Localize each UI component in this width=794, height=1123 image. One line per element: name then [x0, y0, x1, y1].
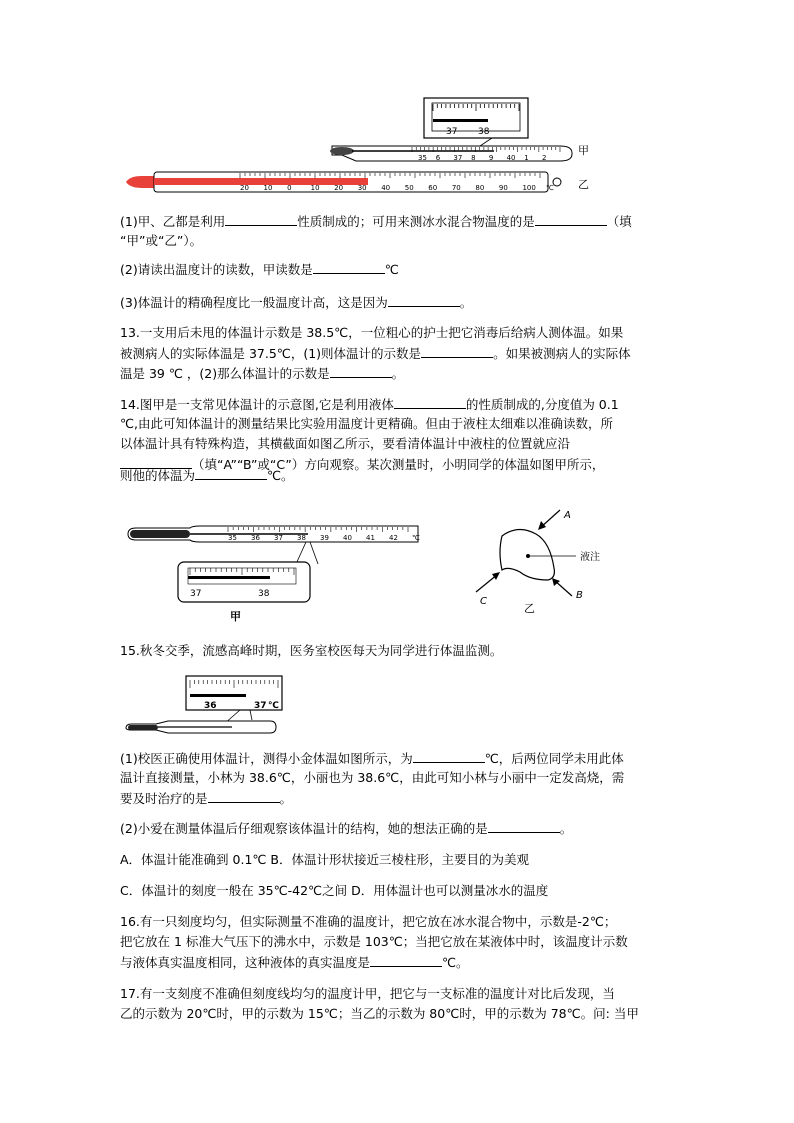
q14-line5	[120, 465, 294, 486]
q12-blank-2[interactable]	[535, 211, 607, 226]
q14-l1a: 14.图甲是一支常见体温计的示意图,它是利用液体	[120, 397, 394, 412]
q15-p1e: 。	[279, 791, 293, 806]
figure-q15	[120, 672, 300, 738]
q13-l3b: 。	[391, 366, 405, 381]
q12-p2b: ℃	[384, 262, 399, 277]
thermometer-yi-bulb	[126, 176, 154, 188]
q13-line1: 13.一支用后未甩的体温计示数是 38.5℃，一位粗心的护士把它消毒后给病人测体温。如果	[120, 325, 624, 340]
yi-scale-label: 10	[263, 184, 273, 192]
figure-thermometers-top	[120, 92, 600, 202]
q14-line3: 以体温计具有特殊构造，其横截面如图乙所示，要看清体温计中液柱的位置就应沿	[120, 436, 571, 451]
q15-blank-3[interactable]	[488, 818, 560, 833]
q14-scale-label: 39	[320, 534, 329, 542]
q14-scale-label: 42	[389, 534, 398, 542]
q14-scale-label: ℃	[412, 534, 420, 542]
yi-scale-label: 60	[428, 184, 438, 192]
q12-p1b: 性质制成的；可用来测冰水混合物温度的是	[297, 214, 535, 229]
q12-p1c: （填	[606, 214, 632, 229]
q15-unit: ℃	[268, 701, 279, 711]
q14-l4b: （填“A”“B”或“C”）方向观察。某次测量时，小明同学的体温如图甲所示，	[192, 457, 605, 472]
q15-part1-line3	[120, 788, 292, 809]
yi-scale-label: 30	[357, 184, 367, 192]
q15-p1d: 要及时治疗的是	[120, 791, 208, 806]
q13-l2a: 被测病人的实际体温是 37.5℃，(1)则体温计的示数是	[120, 346, 422, 361]
jia-scale-label: 40	[506, 154, 516, 162]
thermometer-jia	[332, 146, 572, 161]
q16-line2: 把它放在 1 标准大气压下的沸水中，示数是 103℃；当把它放在某液体中时，该温度计示数	[120, 934, 628, 949]
q14-label-C: C	[480, 596, 487, 607]
q14-scale-label: 40	[343, 534, 352, 542]
q16-line3	[120, 952, 469, 973]
q14-label-jia: 甲	[230, 610, 241, 623]
jia-scale-label: 1	[524, 154, 529, 162]
label-yi-top: 乙	[578, 178, 589, 191]
yi-scale-label: 20	[334, 184, 344, 192]
q14-l5a: 则他的体温为	[120, 468, 196, 483]
yi-scale-label: 40	[381, 184, 391, 192]
q14-label-yi: 乙	[524, 602, 535, 615]
q15-options-cd: C．体温计的刻度一般在 35℃-42℃之间 D．用体温计也可以测量冰水的温度	[120, 883, 549, 898]
q12-blank-1[interactable]	[225, 211, 297, 226]
q14-zoom-37: 37	[190, 589, 202, 599]
q14-scale-label: 36	[251, 534, 260, 542]
q15-p2b: 。	[559, 821, 573, 836]
q16-blank-1[interactable]	[370, 952, 442, 967]
yi-scale-label: 100	[522, 184, 536, 192]
q16-line1: 16.有一只刻度均匀，但实际测量不准确的温度计，把它放在冰水混合物中，示数是-2℃；	[120, 914, 617, 929]
yi-scale-label: 90	[498, 184, 508, 192]
figure-q14	[120, 500, 620, 628]
q15-blank-2[interactable]	[208, 788, 280, 803]
q15-part1-line2: 温计直接测量，小林为 38.6℃，小丽也为 38.6℃，由此可知小林与小丽中一定发高烧，需	[120, 770, 625, 785]
jia-scale-label: 2	[542, 154, 547, 162]
q12-part2	[120, 259, 399, 280]
q15-tick-37: 37	[254, 701, 267, 711]
q12-p1a: (1)甲、乙都是利用	[120, 214, 226, 229]
q15-p1b: ℃，后两位同学未用此体	[484, 751, 624, 766]
zoom-tick-38: 38	[478, 127, 490, 137]
q12-part3	[120, 292, 472, 313]
yi-scale-label: ℃	[546, 184, 554, 192]
q15-tick-36: 36	[204, 701, 217, 711]
q13-line2	[120, 343, 631, 364]
q15-p1a: (1)校医正确使用体温计，测得小金体温如图所示，为	[120, 751, 413, 766]
q12-p2a: (2)请读出温度计的读数，甲读数是	[120, 262, 313, 277]
zoom-tick-37: 37	[446, 127, 458, 137]
q16-l3b: ℃。	[442, 955, 469, 970]
q14-scale-label: 41	[366, 534, 375, 542]
yi-scale-label: 20	[240, 184, 249, 192]
yi-scale-label: 50	[404, 184, 414, 192]
jia-scale-label: 35	[418, 154, 427, 162]
q15-options-ab: A．体温计能准确到 0.1℃ B．体温计形状接近三棱柱形，主要目的为美观	[120, 852, 529, 867]
q14-line2: ℃,由此可知体温计的测量结果比实验用温度计更精确。但由于液柱太细难以准确读数，所	[120, 416, 614, 431]
q15-p2a: (2)小爱在测量体温后仔细观察该体温计的结构，她的想法正确的是	[120, 821, 488, 836]
q14-label-A: A	[564, 510, 571, 521]
q14-line1	[120, 394, 619, 415]
jia-scale-label: 8	[471, 154, 476, 162]
yi-scale-label: 10	[310, 184, 320, 192]
jia-scale-label: 37	[453, 154, 463, 162]
q12-part1	[120, 211, 632, 232]
q14-scale-label: 35	[228, 534, 237, 542]
yi-scale-label: 70	[451, 184, 461, 192]
q12-blank-3[interactable]	[313, 259, 385, 274]
q14-l5b: ℃。	[267, 468, 294, 483]
q13-l2b: 。如果被测病人的实际体	[493, 346, 631, 361]
q14-scale-label: 37	[274, 534, 283, 542]
jia-scale-label: 6	[435, 154, 441, 162]
q14-label-liquid: 液注	[580, 552, 600, 563]
q13-blank-1[interactable]	[421, 343, 493, 358]
q13-blank-2[interactable]	[330, 363, 392, 378]
q17-line2: 乙的示数为 20℃时，甲的示数为 15℃；当乙的示数为 80℃时，甲的示数为 78℃。问: 当甲	[120, 1006, 639, 1021]
q14-scale-label: 38	[297, 534, 306, 542]
q14-l1b: 的性质制成的,分度值为 0.1	[465, 397, 619, 412]
q12-p3a: (3)体温计的精确程度比一般温度计高，这是因为	[120, 295, 388, 310]
jia-scale-label: 9	[488, 154, 494, 162]
q15-part1-line1	[120, 748, 624, 769]
q14-blank-3[interactable]	[195, 465, 267, 480]
label-jia-top: 甲	[578, 144, 589, 157]
q15-blank-1[interactable]	[413, 748, 485, 763]
q16-l3a: 与液体真实温度相同，这种液体的真实温度是	[120, 955, 371, 970]
q17-line1: 17.有一支刻度不准确但刻度线均匀的温度计甲，把它与一支标准的温度计对比后发现，当	[120, 986, 615, 1001]
q13-l3a: 温是 39 ℃ ，(2)那么体温计的示数是	[120, 366, 330, 381]
q12-blank-4[interactable]	[388, 292, 460, 307]
q14-label-B: B	[576, 590, 583, 601]
q12-p3b: 。	[459, 295, 473, 310]
yi-scale-label: 80	[475, 184, 485, 192]
q12-part1-cont: “甲”或“乙”）。	[120, 233, 203, 248]
q14-blank-1[interactable]	[394, 394, 466, 409]
q15-title: 15.秋冬交季，流感高峰时期，医务室校医每天为同学进行体温监测。	[120, 643, 503, 658]
q14-zoom-38: 38	[258, 589, 270, 599]
yi-scale-label: 0	[287, 184, 292, 192]
q13-line3	[120, 363, 404, 384]
q15-part2	[120, 818, 572, 839]
